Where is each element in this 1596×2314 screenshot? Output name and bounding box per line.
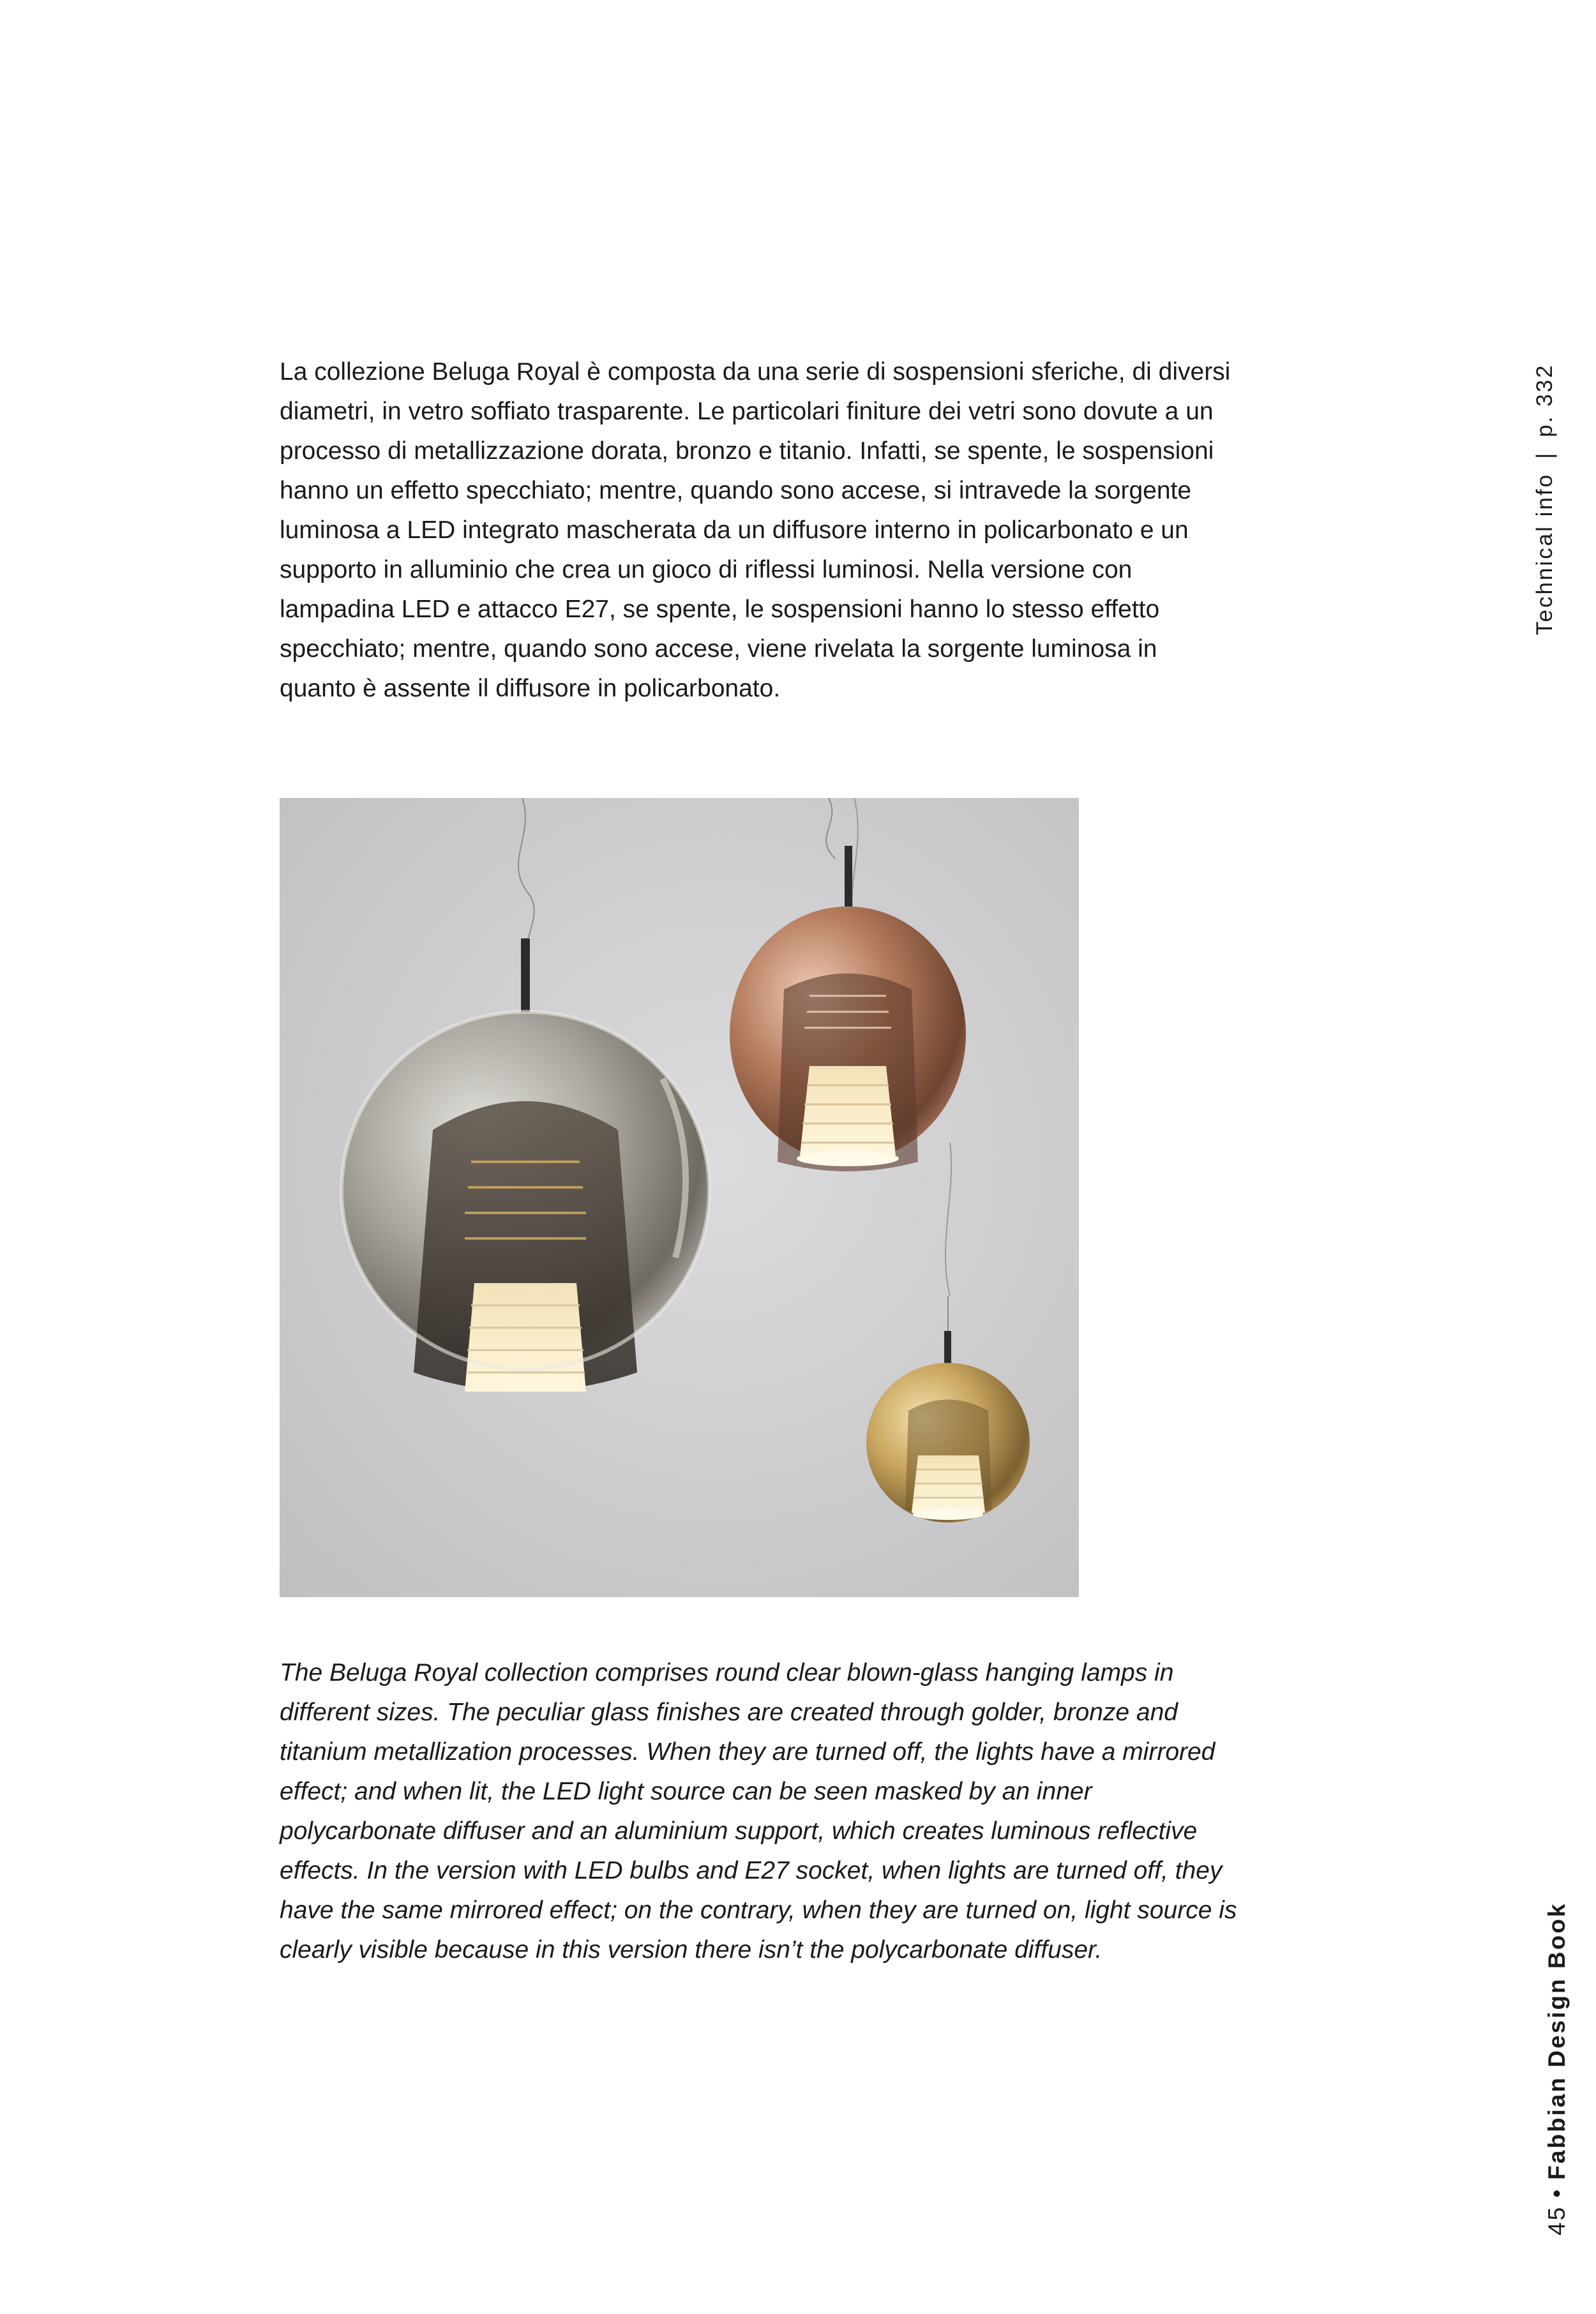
english-description: The Beluga Royal collection comprises round clear blown-glass hanging lamps in different sizes. The peculiar glass finishes are created through golder, bronze and titanium metallization processes. When they are turned off, the lights have a mirrored effect; and when lit, the LED light source can be seen masked by an inner polycarbonate diffuser and an aluminium support, which creates luminous reflective effects. In the version with LED bulbs and E27 socket, when lights are turned off, they have the same mirrored effect; on the contrary, when they are turned on, light source is clearly visible because in this version there isn’t the polycarbonate diffuser. [280,1659,1237,1964]
bullet-separator: • [1544,2187,1570,2198]
technical-info-label: Technical info [1532,472,1557,635]
page-number: 45 [1544,2205,1570,2235]
italian-description: La collezione Beluga Royal è composta da una serie di sospensioni sferiche, di diversi diametri, in vetro soffiato trasparente. Le particolari finiture dei vetri sono dovute a un processo di metallizzazione dorata, bronzo e titanio. Infatti, se spente, le sospensioni hanno un effetto specchiato; mentre, quando sono accese, si intravede la sorgente luminosa a LED integrato mascherata da un diffusore interno in policarbonato e un supporto in alluminio che crea un gioco di riflessi luminosi. Nella versione con lampadina LED e attacco E27, se spente, le sospensioni hanno lo stesso effetto specchiato; mentre, quando sono accese, viene rivelata la sorgente luminosa in quanto è assente il diffusore in policarbonato. [280,358,1231,702]
pendant-lamps-illustration [280,798,1079,1597]
separator: | [1532,451,1557,459]
product-photo-beluga-royal [280,798,1079,1597]
book-title: Fabbian Design Book [1544,1902,1570,2180]
technical-info-reference [1532,364,1558,635]
page-reference: p. 332 [1532,363,1557,437]
page-footer [1544,1902,1570,2235]
